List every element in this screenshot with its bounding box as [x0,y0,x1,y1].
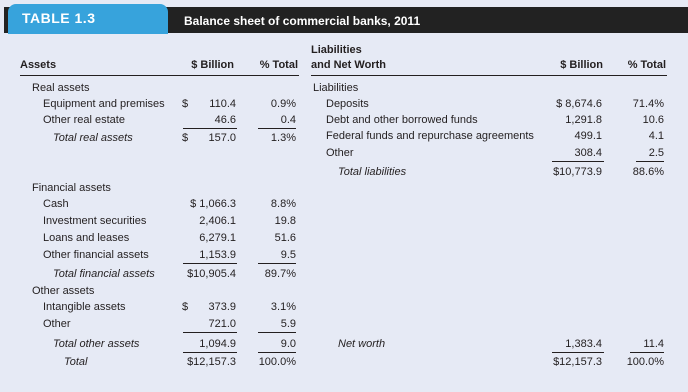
pct-left-header: % Total [259,59,298,71]
rule-total-pct [258,352,296,353]
billion-right-header: $ Billion [560,59,603,71]
total-other-value: 1,094.9 [199,338,236,350]
rule-real-value [183,128,237,129]
rule-financial-pct [258,263,296,264]
total-real-currency: $ [182,132,189,144]
equipment-currency: $ [182,98,189,110]
rule-real-pct [258,128,296,129]
total-other-pct: 9.0 [280,338,296,350]
rule-financial-value [183,263,237,264]
total-liabilities-pct: 88.6% [632,166,664,178]
financial-assets-heading: Financial assets [32,182,111,194]
total-liab-networth-value: $12,157.3 [553,356,602,368]
net-worth-pct: 11.4 [643,338,664,350]
equipment-value: 110.4 [209,98,236,110]
other-financial-pct: 9.5 [280,249,296,261]
liab-other-value: 308.4 [574,147,602,159]
federal-pct: 4.1 [648,130,664,142]
liab-other-label: Other [326,147,354,159]
total-financial-label: Total financial assets [53,268,155,280]
borrowed-pct: 10.6 [642,114,664,126]
equipment-pct: 0.9% [270,98,296,110]
investment-value: 2,406.1 [199,215,236,227]
total-liabilities-label: Total liabilities [338,166,407,178]
total-assets-value: $12,157.3 [187,356,236,368]
total-liabilities-value: $10,773.9 [553,166,602,178]
header-rule-left [20,75,299,76]
investment-label: Investment securities [43,215,147,227]
investment-pct: 19.8 [274,215,296,227]
intangible-value: 373.9 [208,301,236,313]
rule-other-pct [258,332,296,333]
borrowed-label: Debt and other borrowed funds [326,114,478,126]
total-financial-pct: 89.7% [264,268,296,280]
total-assets-label: Total [64,356,88,368]
other-label: Other [43,318,71,330]
equipment-label: Equipment and premises [43,98,165,110]
rule-liab-pct [636,161,664,162]
header-rule-right [311,75,667,76]
other-assets-heading: Other assets [32,285,95,297]
other-financial-value: 1,153.9 [199,249,236,261]
rule-liab-value [552,161,604,162]
pct-right-header: % Total [627,59,666,71]
loans-label: Loans and leases [43,232,130,244]
rule-total-value [183,352,237,353]
cash-pct: 8.8% [270,198,296,210]
intangible-pct: 3.1% [270,301,296,313]
loans-pct: 51.6 [274,232,296,244]
cash-value: $ 1,066.3 [190,198,236,210]
other-real-estate-pct: 0.4 [280,114,296,126]
federal-label: Federal funds and repurchase agreements [326,130,534,142]
other-real-estate-value: 46.6 [214,114,236,126]
loans-value: 6,279.1 [199,232,236,244]
intangible-currency: $ [182,301,189,313]
deposits-label: Deposits [326,98,369,110]
total-liab-networth-pct: 100.0% [626,356,664,368]
other-value: 721.0 [208,318,236,330]
net-worth-label: Net worth [338,338,386,350]
rule-other-value [183,332,237,333]
federal-value: 499.1 [574,130,602,142]
liabilities-header-line2: and Net Worth [311,59,386,71]
total-real-value: 157.0 [208,132,236,144]
borrowed-value: 1,291.8 [565,114,602,126]
net-worth-value: 1,383.4 [565,338,602,350]
deposits-value: $ 8,674.6 [556,98,602,110]
assets-header: Assets [20,59,57,71]
real-assets-heading: Real assets [32,82,90,94]
total-other-label: Total other assets [53,338,140,350]
total-assets-pct: 100.0% [258,356,296,368]
rule-networth-pct [630,352,664,353]
other-pct: 5.9 [280,318,296,330]
liabilities-heading: Liabilities [313,82,359,94]
liabilities-header-line1: Liabilities [311,44,362,56]
table-title: Balance sheet of commercial banks, 2011 [184,14,421,28]
table-label-tab: TABLE 1.3 [8,4,168,34]
intangible-label: Intangible assets [43,301,126,313]
other-real-estate-label: Other real estate [43,114,125,126]
liab-other-pct: 2.5 [648,147,664,159]
deposits-pct: 71.4% [632,98,664,110]
cash-label: Cash [43,198,69,210]
total-financial-value: $10,905.4 [187,268,236,280]
other-financial-label: Other financial assets [43,249,149,261]
total-real-label: Total real assets [53,132,133,144]
billion-left-header: $ Billion [191,59,234,71]
total-real-pct: 1.3% [270,132,296,144]
rule-networth-value [552,352,604,353]
